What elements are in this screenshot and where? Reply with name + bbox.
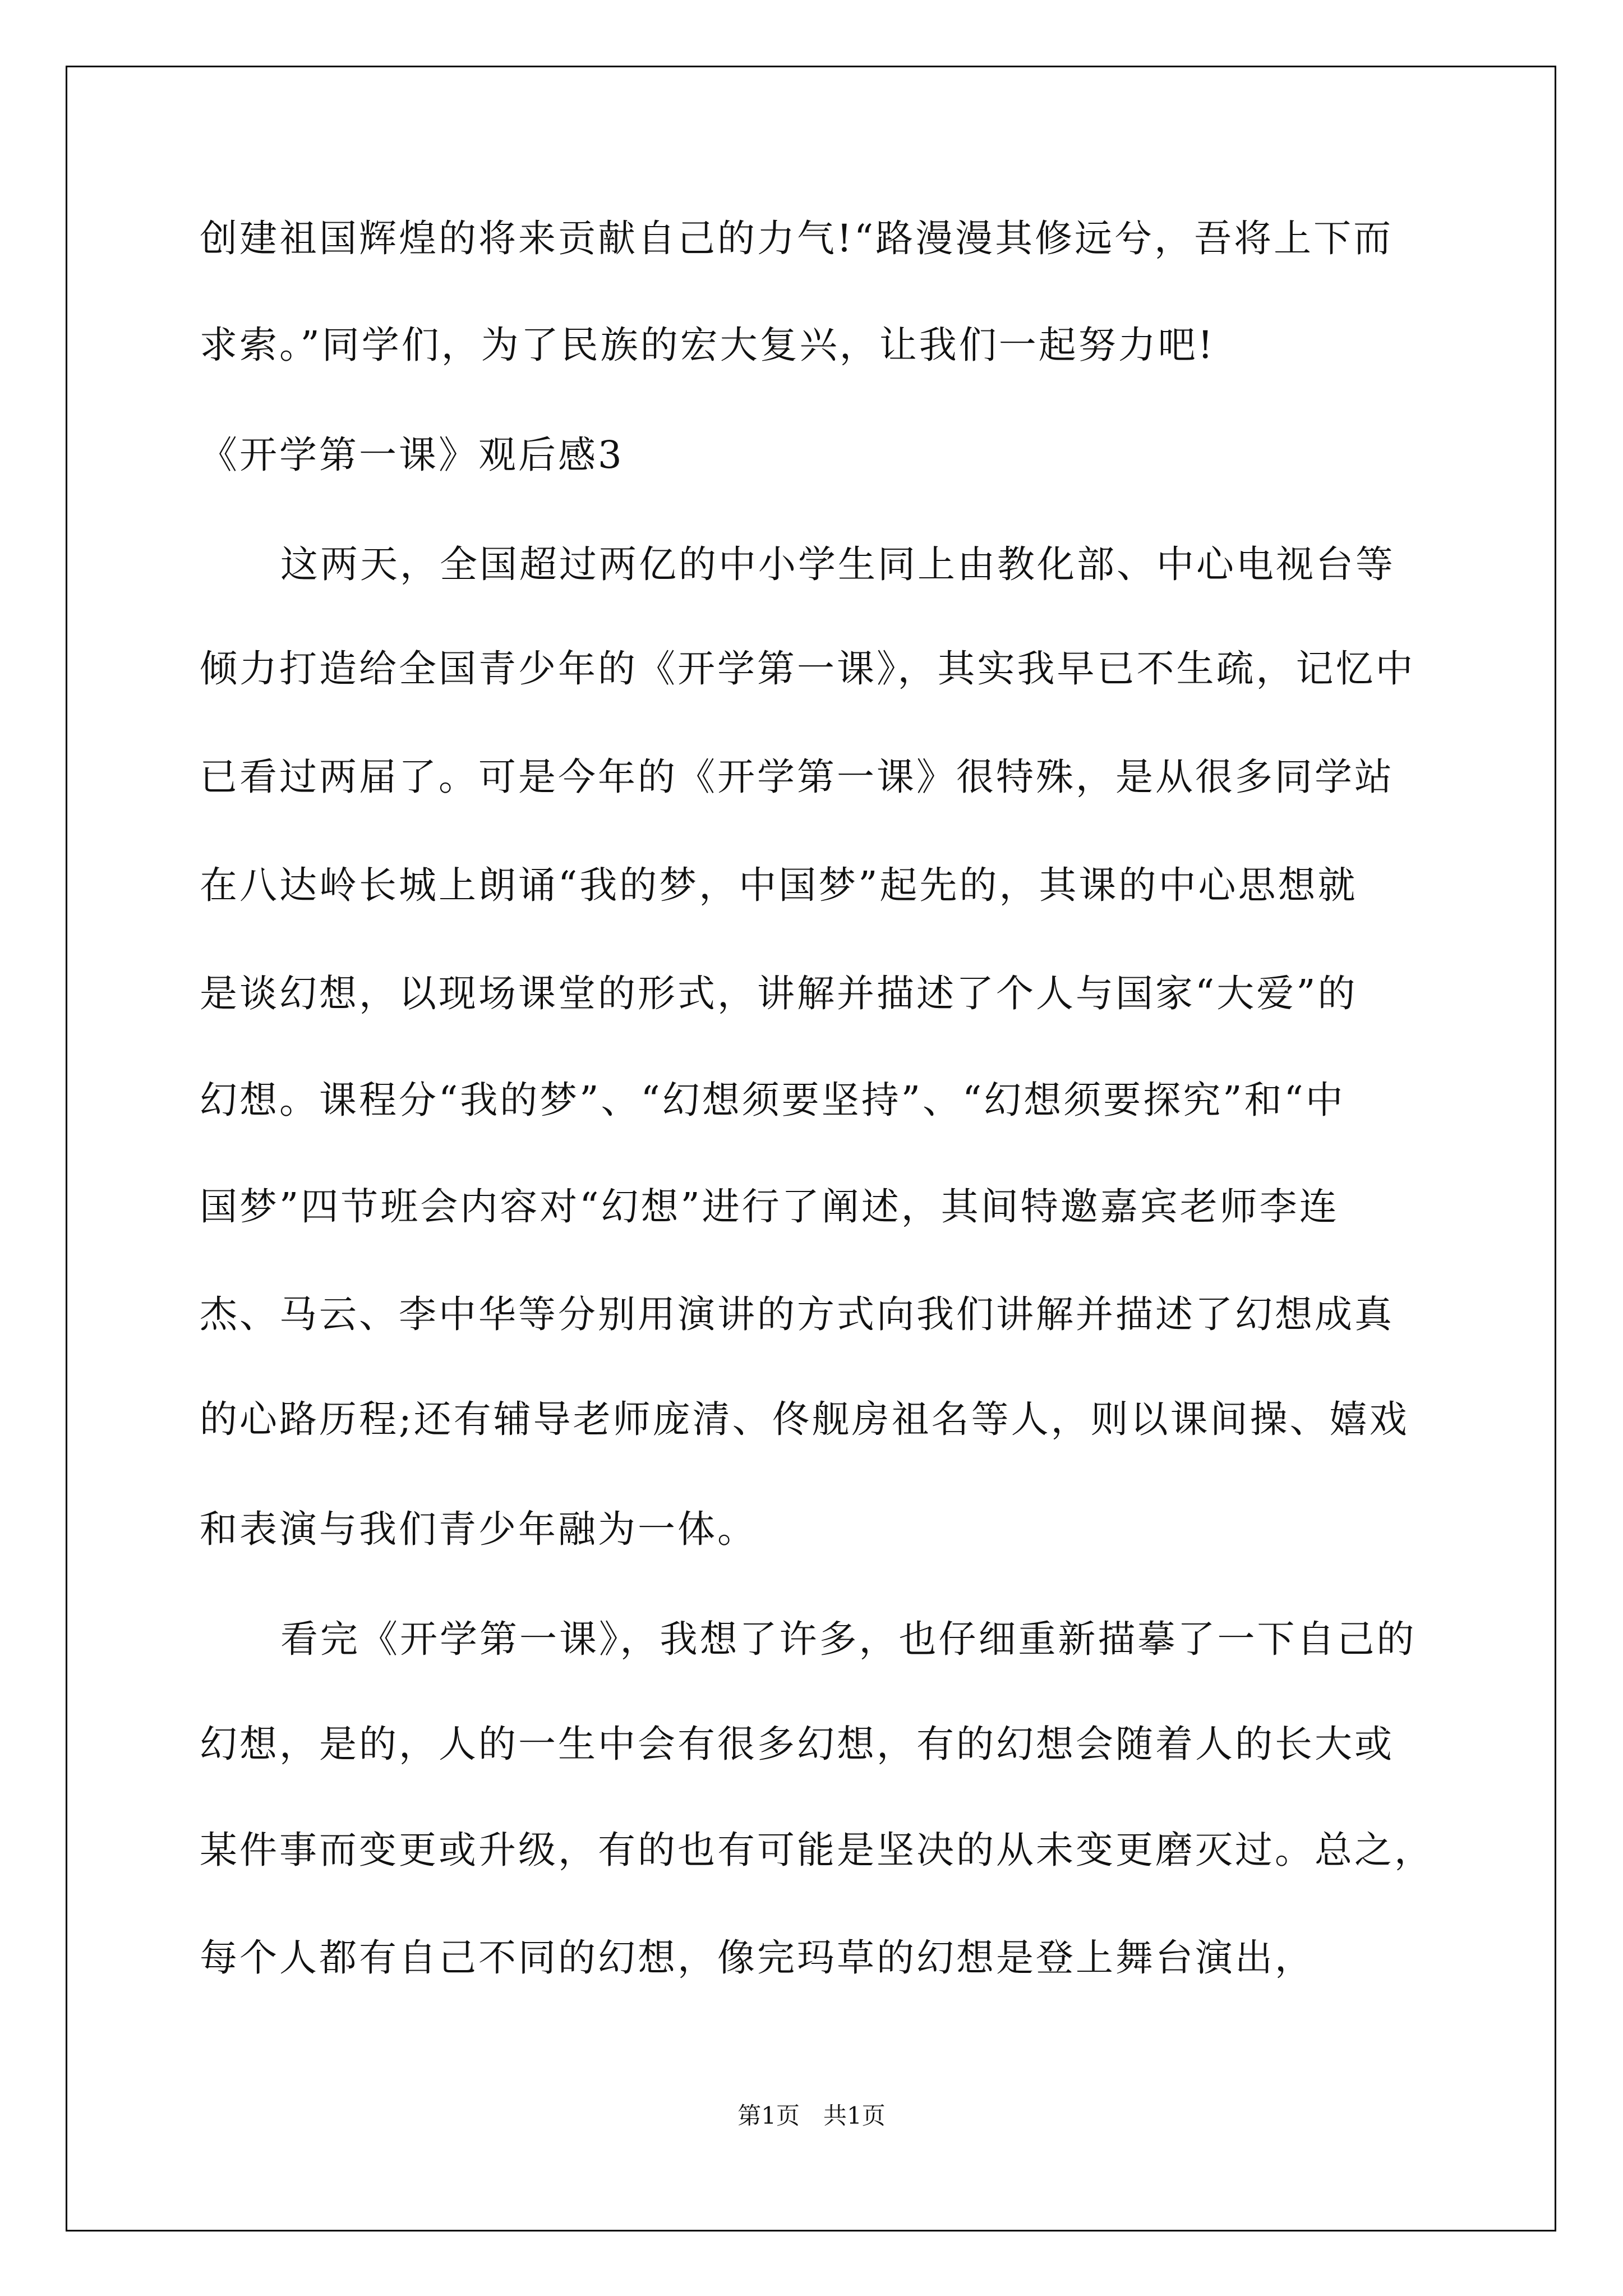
text-line-1: 创建祖国辉煌的将来贡献自己的力气!“路漫漫其修远兮，吾将上下而	[200, 217, 1394, 260]
text-line-16: 某件事而变更或升级，有的也有可能是坚决的从未变更磨灭过。总之，	[200, 1828, 1434, 1872]
text-line-17: 每个人都有自己不同的幻想，像完玛草的幻想是登上舞台演出，	[200, 1936, 1315, 1980]
text-line-4: 这两天，全国超过两亿的中小学生同上由教化部、中心电视台等	[280, 542, 1395, 586]
page-footer: 第1页 共1页	[737, 2102, 886, 2129]
text-line-2: 求索。”同学们，为了民族的宏大复兴，让我们一起努力吧!	[200, 323, 1215, 367]
text-line-10: 国梦”四节班会内容对“幻想”进行了阐述，其间特邀嘉宾老师李连	[200, 1185, 1339, 1228]
text-line-12: 的心路历程;还有辅导老师庞清、佟舰房祖名等人，则以课间操、嬉戏	[200, 1397, 1409, 1441]
section-heading: 《开学第一课》观后感3	[200, 433, 624, 477]
text-line-14: 看完《开学第一课》，我想了许多，也仔细重新描摹了一下自己的	[280, 1617, 1417, 1661]
text-line-8: 是谈幻想，以现场课堂的形式，讲解并描述了个人与国家“大爱”的	[200, 972, 1358, 1015]
page-border	[66, 66, 1556, 2231]
text-line-9: 幻想。课程分“我的梦”、“幻想须要坚持”、“幻想须要探究”和“中	[200, 1078, 1345, 1122]
text-line-6: 已看过两届了。可是今年的《开学第一课》很特殊，是从很多同学站	[200, 755, 1394, 799]
text-line-13: 和表演与我们青少年融为一体。	[200, 1507, 757, 1551]
text-line-15: 幻想，是的，人的一生中会有很多幻想，有的幻想会随着人的长大或	[200, 1722, 1394, 1766]
text-line-5: 倾力打造给全国青少年的《开学第一课》，其实我早已不生疏，记忆中	[200, 647, 1415, 691]
text-line-11: 杰、马云、李中华等分别用演讲的方式向我们讲解并描述了幻想成真	[200, 1292, 1394, 1336]
text-line-7: 在八达岭长城上朗诵“我的梦，中国梦”起先的，其课的中心思想就	[200, 863, 1358, 907]
